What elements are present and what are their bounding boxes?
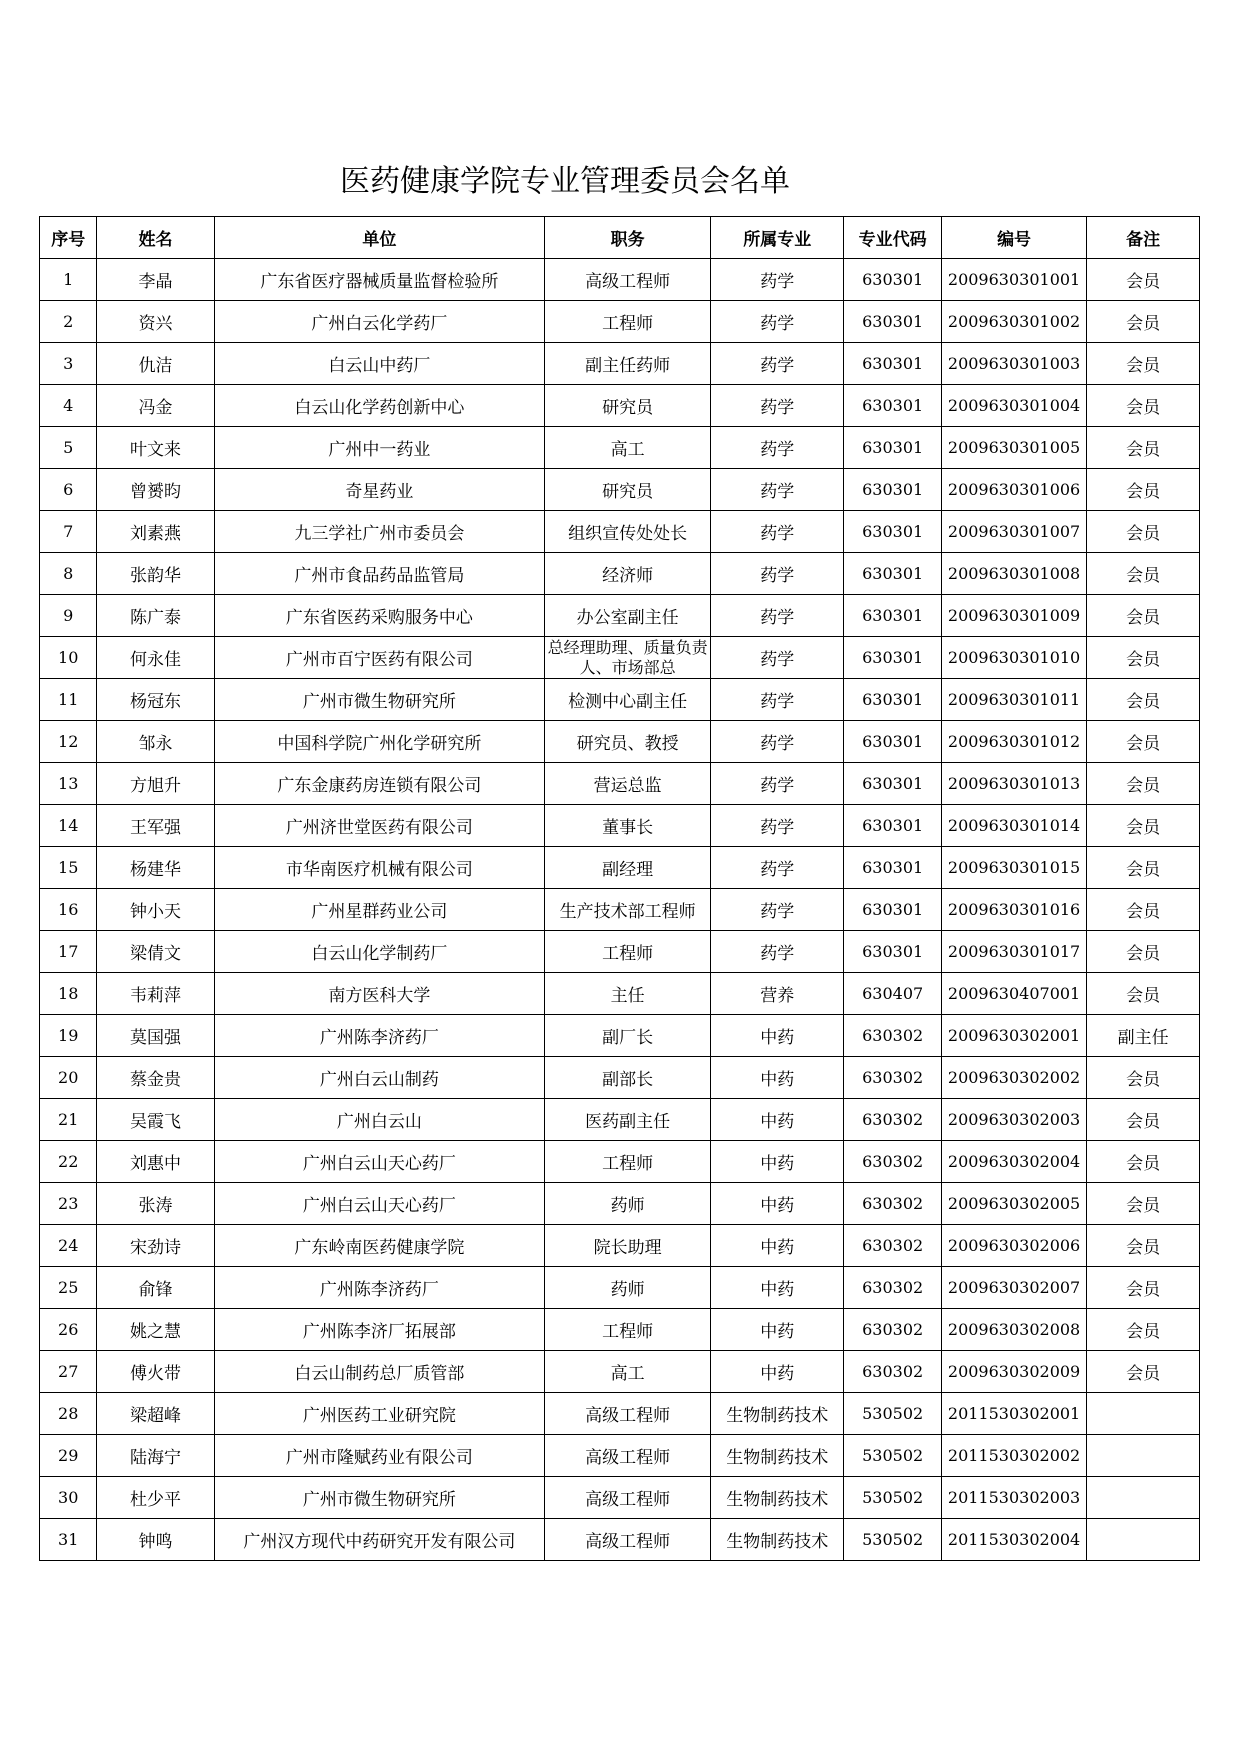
- cell-name: 莫国强: [97, 1015, 214, 1057]
- cell-major: 生物制药技术: [711, 1393, 844, 1435]
- cell-index: 9: [40, 595, 97, 637]
- cell-major: 生物制药技术: [711, 1435, 844, 1477]
- table-row: [40, 595, 1200, 637]
- cell-serial-number: 2009630302009: [941, 1351, 1086, 1393]
- cell-index: 15: [40, 847, 97, 889]
- cell-position: 工程师: [545, 1141, 711, 1183]
- table-row: [40, 1351, 1200, 1393]
- cell-position: 副部长: [545, 1057, 711, 1099]
- table-row: [40, 427, 1200, 469]
- member-table: [39, 216, 1200, 1561]
- cell-major-code: 630301: [844, 427, 942, 469]
- cell-name: 梁超峰: [97, 1393, 214, 1435]
- cell-major: 药学: [711, 931, 844, 973]
- cell-major-code: 630407: [844, 973, 942, 1015]
- cell-position: 生产技术部工程师: [545, 889, 711, 931]
- cell-index: 11: [40, 679, 97, 721]
- header-major-code: 专业代码: [844, 217, 942, 259]
- table-row: [40, 301, 1200, 343]
- table-row: [40, 1225, 1200, 1267]
- table-row: [40, 1393, 1200, 1435]
- table-row: [40, 721, 1200, 763]
- cell-name: 梁倩文: [97, 931, 214, 973]
- cell-index: 25: [40, 1267, 97, 1309]
- cell-serial-number: 2009630302005: [941, 1183, 1086, 1225]
- cell-organization: 白云山中药厂: [214, 343, 545, 385]
- cell-organization: 奇星药业: [214, 469, 545, 511]
- cell-index: 14: [40, 805, 97, 847]
- cell-serial-number: 2009630302006: [941, 1225, 1086, 1267]
- cell-position: 办公室副主任: [545, 595, 711, 637]
- cell-organization: 九三学社广州市委员会: [214, 511, 545, 553]
- cell-index: 26: [40, 1309, 97, 1351]
- cell-name: 吴霞飞: [97, 1099, 214, 1141]
- table-row: [40, 259, 1200, 301]
- cell-index: 29: [40, 1435, 97, 1477]
- cell-position: 高级工程师: [545, 1519, 711, 1561]
- table-row: [40, 973, 1200, 1015]
- table-row: [40, 1309, 1200, 1351]
- cell-serial-number: 2011530302004: [941, 1519, 1086, 1561]
- cell-index: 4: [40, 385, 97, 427]
- cell-position: 药师: [545, 1183, 711, 1225]
- cell-name: 资兴: [97, 301, 214, 343]
- cell-name: 仇洁: [97, 343, 214, 385]
- cell-serial-number: 2009630301016: [941, 889, 1086, 931]
- cell-major: 药学: [711, 595, 844, 637]
- cell-serial-number: 2009630301004: [941, 385, 1086, 427]
- cell-organization: 广州白云化学药厂: [214, 301, 545, 343]
- cell-index: 30: [40, 1477, 97, 1519]
- cell-major: 中药: [711, 1015, 844, 1057]
- cell-serial-number: 2009630302004: [941, 1141, 1086, 1183]
- cell-major-code: 630302: [844, 1183, 942, 1225]
- cell-position: 高级工程师: [545, 1393, 711, 1435]
- cell-major-code: 630302: [844, 1141, 942, 1183]
- cell-remark: 会员: [1087, 343, 1200, 385]
- cell-organization: 广东岭南医药健康学院: [214, 1225, 545, 1267]
- cell-major-code: 630301: [844, 469, 942, 511]
- cell-serial-number: 2011530302003: [941, 1477, 1086, 1519]
- cell-remark: 会员: [1087, 1183, 1200, 1225]
- cell-index: 10: [40, 637, 97, 679]
- cell-position: 副主任药师: [545, 343, 711, 385]
- cell-organization: 广东金康药房连锁有限公司: [214, 763, 545, 805]
- cell-position: 工程师: [545, 931, 711, 973]
- table-row: [40, 679, 1200, 721]
- table-body: [40, 259, 1200, 1561]
- cell-major: 药学: [711, 553, 844, 595]
- cell-remark: 会员: [1087, 637, 1200, 679]
- cell-remark: 会员: [1087, 595, 1200, 637]
- cell-index: 13: [40, 763, 97, 805]
- cell-organization: 广州市微生物研究所: [214, 679, 545, 721]
- cell-remark: [1087, 1435, 1200, 1477]
- cell-major: 药学: [711, 301, 844, 343]
- cell-major: 生物制药技术: [711, 1519, 844, 1561]
- cell-major-code: 630301: [844, 763, 942, 805]
- cell-serial-number: 2009630302008: [941, 1309, 1086, 1351]
- cell-index: 21: [40, 1099, 97, 1141]
- cell-remark: 会员: [1087, 1057, 1200, 1099]
- cell-major-code: 630301: [844, 637, 942, 679]
- cell-major: 营养: [711, 973, 844, 1015]
- cell-remark: 会员: [1087, 301, 1200, 343]
- cell-remark: 会员: [1087, 721, 1200, 763]
- cell-organization: 广州市隆赋药业有限公司: [214, 1435, 545, 1477]
- table-row: [40, 1099, 1200, 1141]
- cell-name: 蔡金贵: [97, 1057, 214, 1099]
- cell-organization: 广州白云山天心药厂: [214, 1141, 545, 1183]
- cell-position: 主任: [545, 973, 711, 1015]
- cell-name: 钟小天: [97, 889, 214, 931]
- cell-organization: 广州市微生物研究所: [214, 1477, 545, 1519]
- cell-organization: 广州中一药业: [214, 427, 545, 469]
- cell-remark: 会员: [1087, 1309, 1200, 1351]
- cell-major: 中药: [711, 1099, 844, 1141]
- cell-major-code: 530502: [844, 1519, 942, 1561]
- table-row: [40, 1435, 1200, 1477]
- cell-organization: 广东省医疗器械质量监督检验所: [214, 259, 545, 301]
- cell-organization: 广州济世堂医药有限公司: [214, 805, 545, 847]
- cell-remark: 会员: [1087, 511, 1200, 553]
- header-serial-number: 编号: [941, 217, 1086, 259]
- cell-name: 张韵华: [97, 553, 214, 595]
- cell-major: 药学: [711, 637, 844, 679]
- header-position: 职务: [545, 217, 711, 259]
- cell-organization: 广州星群药业公司: [214, 889, 545, 931]
- cell-index: 22: [40, 1141, 97, 1183]
- cell-serial-number: 2009630301013: [941, 763, 1086, 805]
- cell-major: 药学: [711, 385, 844, 427]
- cell-name: 曾赟昀: [97, 469, 214, 511]
- cell-major-code: 630302: [844, 1225, 942, 1267]
- cell-major-code: 630301: [844, 931, 942, 973]
- cell-organization: 南方医科大学: [214, 973, 545, 1015]
- cell-major: 药学: [711, 847, 844, 889]
- cell-name: 韦莉萍: [97, 973, 214, 1015]
- cell-name: 杜少平: [97, 1477, 214, 1519]
- cell-major-code: 630301: [844, 805, 942, 847]
- cell-serial-number: 2009630301006: [941, 469, 1086, 511]
- header-organization: 单位: [214, 217, 545, 259]
- cell-remark: 会员: [1087, 1099, 1200, 1141]
- cell-name: 冯金: [97, 385, 214, 427]
- cell-position: 院长助理: [545, 1225, 711, 1267]
- cell-major: 中药: [711, 1141, 844, 1183]
- cell-name: 刘惠中: [97, 1141, 214, 1183]
- cell-position: 董事长: [545, 805, 711, 847]
- cell-index: 24: [40, 1225, 97, 1267]
- cell-organization: 市华南医疗机械有限公司: [214, 847, 545, 889]
- cell-position: 研究员: [545, 385, 711, 427]
- cell-position: 工程师: [545, 301, 711, 343]
- header-major: 所属专业: [711, 217, 844, 259]
- cell-name: 王军强: [97, 805, 214, 847]
- cell-organization: 广东省医药采购服务中心: [214, 595, 545, 637]
- cell-major-code: 630301: [844, 889, 942, 931]
- cell-major-code: 630301: [844, 385, 942, 427]
- cell-remark: 会员: [1087, 889, 1200, 931]
- cell-serial-number: 2011530302001: [941, 1393, 1086, 1435]
- table-row: [40, 1141, 1200, 1183]
- cell-index: 3: [40, 343, 97, 385]
- cell-name: 李晶: [97, 259, 214, 301]
- cell-position: 医药副主任: [545, 1099, 711, 1141]
- cell-index: 2: [40, 301, 97, 343]
- cell-major: 中药: [711, 1183, 844, 1225]
- cell-remark: [1087, 1477, 1200, 1519]
- cell-major: 药学: [711, 763, 844, 805]
- cell-name: 刘素燕: [97, 511, 214, 553]
- cell-organization: 广州白云山天心药厂: [214, 1183, 545, 1225]
- cell-organization: 广州陈李济药厂: [214, 1015, 545, 1057]
- cell-position: 高级工程师: [545, 1477, 711, 1519]
- cell-major-code: 630302: [844, 1099, 942, 1141]
- table-row: [40, 805, 1200, 847]
- cell-serial-number: 2009630301007: [941, 511, 1086, 553]
- cell-major-code: 630301: [844, 511, 942, 553]
- cell-name: 杨建华: [97, 847, 214, 889]
- cell-remark: 会员: [1087, 427, 1200, 469]
- cell-position: 高工: [545, 427, 711, 469]
- cell-position: 高工: [545, 1351, 711, 1393]
- cell-position: 高级工程师: [545, 259, 711, 301]
- cell-position: 经济师: [545, 553, 711, 595]
- cell-major: 中药: [711, 1225, 844, 1267]
- cell-major: 药学: [711, 343, 844, 385]
- cell-position: 研究员、教授: [545, 721, 711, 763]
- cell-index: 17: [40, 931, 97, 973]
- table-row: [40, 1477, 1200, 1519]
- cell-index: 27: [40, 1351, 97, 1393]
- cell-name: 宋劲诗: [97, 1225, 214, 1267]
- header-remark: 备注: [1087, 217, 1200, 259]
- cell-name: 何永佳: [97, 637, 214, 679]
- cell-remark: 会员: [1087, 847, 1200, 889]
- cell-major: 中药: [711, 1057, 844, 1099]
- cell-remark: 会员: [1087, 469, 1200, 511]
- table-row: [40, 1183, 1200, 1225]
- table-row: [40, 637, 1200, 679]
- table-row: [40, 763, 1200, 805]
- cell-position: 组织宣传处处长: [545, 511, 711, 553]
- table-row: [40, 931, 1200, 973]
- cell-organization: 广州白云山: [214, 1099, 545, 1141]
- cell-major: 中药: [711, 1309, 844, 1351]
- table-row: [40, 511, 1200, 553]
- cell-major: 药学: [711, 469, 844, 511]
- cell-serial-number: 2009630301010: [941, 637, 1086, 679]
- cell-major-code: 630302: [844, 1267, 942, 1309]
- cell-serial-number: 2009630302001: [941, 1015, 1086, 1057]
- cell-serial-number: 2009630301014: [941, 805, 1086, 847]
- cell-position: 高级工程师: [545, 1435, 711, 1477]
- cell-name: 陆海宁: [97, 1435, 214, 1477]
- cell-organization: 广州陈李济药厂: [214, 1267, 545, 1309]
- cell-organization: 广州市食品药品监管局: [214, 553, 545, 595]
- table-row: [40, 469, 1200, 511]
- cell-remark: 会员: [1087, 931, 1200, 973]
- cell-major: 中药: [711, 1267, 844, 1309]
- cell-serial-number: 2009630301015: [941, 847, 1086, 889]
- cell-serial-number: 2011530302002: [941, 1435, 1086, 1477]
- cell-name: 傅火带: [97, 1351, 214, 1393]
- cell-major-code: 530502: [844, 1435, 942, 1477]
- cell-position: 药师: [545, 1267, 711, 1309]
- cell-remark: 会员: [1087, 385, 1200, 427]
- cell-index: 31: [40, 1519, 97, 1561]
- cell-serial-number: 2009630302003: [941, 1099, 1086, 1141]
- cell-major-code: 630301: [844, 595, 942, 637]
- cell-serial-number: 2009630302002: [941, 1057, 1086, 1099]
- cell-index: 28: [40, 1393, 97, 1435]
- cell-major-code: 530502: [844, 1477, 942, 1519]
- cell-index: 1: [40, 259, 97, 301]
- cell-index: 16: [40, 889, 97, 931]
- cell-major: 药学: [711, 721, 844, 763]
- cell-index: 23: [40, 1183, 97, 1225]
- cell-major-code: 630301: [844, 553, 942, 595]
- cell-position: 副经理: [545, 847, 711, 889]
- cell-remark: 会员: [1087, 973, 1200, 1015]
- cell-index: 20: [40, 1057, 97, 1099]
- table-row: [40, 343, 1200, 385]
- cell-serial-number: 2009630301005: [941, 427, 1086, 469]
- cell-remark: 会员: [1087, 679, 1200, 721]
- cell-name: 俞锋: [97, 1267, 214, 1309]
- cell-major-code: 630302: [844, 1351, 942, 1393]
- cell-index: 18: [40, 973, 97, 1015]
- cell-remark: 会员: [1087, 1267, 1200, 1309]
- cell-major-code: 630301: [844, 721, 942, 763]
- cell-major-code: 630302: [844, 1057, 942, 1099]
- table-row: [40, 385, 1200, 427]
- cell-index: 8: [40, 553, 97, 595]
- table-row: [40, 1519, 1200, 1561]
- cell-serial-number: 2009630301003: [941, 343, 1086, 385]
- cell-remark: 会员: [1087, 1351, 1200, 1393]
- cell-major: 生物制药技术: [711, 1477, 844, 1519]
- cell-position: 研究员: [545, 469, 711, 511]
- cell-major-code: 630301: [844, 259, 942, 301]
- cell-serial-number: 2009630301002: [941, 301, 1086, 343]
- cell-major-code: 630301: [844, 679, 942, 721]
- cell-remark: 副主任: [1087, 1015, 1200, 1057]
- cell-organization: 白云山制药总厂质管部: [214, 1351, 545, 1393]
- cell-major-code: 630302: [844, 1015, 942, 1057]
- cell-position: 副厂长: [545, 1015, 711, 1057]
- cell-organization: 白云山化学制药厂: [214, 931, 545, 973]
- cell-major-code: 630301: [844, 847, 942, 889]
- cell-major-code: 630301: [844, 301, 942, 343]
- cell-serial-number: 2009630301001: [941, 259, 1086, 301]
- cell-position: 总经理助理、质量负责人、市场部总: [545, 637, 711, 679]
- cell-major: 药学: [711, 679, 844, 721]
- table-row: [40, 847, 1200, 889]
- table-row: [40, 1057, 1200, 1099]
- cell-name: 叶文来: [97, 427, 214, 469]
- cell-remark: 会员: [1087, 805, 1200, 847]
- cell-major: 药学: [711, 889, 844, 931]
- cell-remark: [1087, 1519, 1200, 1561]
- cell-organization: 广州医药工业研究院: [214, 1393, 545, 1435]
- cell-organization: 广州白云山制药: [214, 1057, 545, 1099]
- cell-name: 方旭升: [97, 763, 214, 805]
- cell-remark: 会员: [1087, 1225, 1200, 1267]
- cell-name: 姚之慧: [97, 1309, 214, 1351]
- cell-index: 7: [40, 511, 97, 553]
- cell-name: 邹永: [97, 721, 214, 763]
- cell-serial-number: 2009630301012: [941, 721, 1086, 763]
- cell-index: 6: [40, 469, 97, 511]
- cell-organization: 广州市百宁医药有限公司: [214, 637, 545, 679]
- cell-serial-number: 2009630407001: [941, 973, 1086, 1015]
- cell-serial-number: 2009630301008: [941, 553, 1086, 595]
- cell-organization: 中国科学院广州化学研究所: [214, 721, 545, 763]
- table-header-row: [40, 217, 1200, 259]
- cell-index: 5: [40, 427, 97, 469]
- cell-major: 中药: [711, 1351, 844, 1393]
- cell-major: 药学: [711, 259, 844, 301]
- cell-major-code: 530502: [844, 1393, 942, 1435]
- cell-serial-number: 2009630301009: [941, 595, 1086, 637]
- page-title: 医药健康学院专业管理委员会名单: [340, 164, 790, 199]
- cell-position: 检测中心副主任: [545, 679, 711, 721]
- cell-name: 钟鸣: [97, 1519, 214, 1561]
- cell-name: 张涛: [97, 1183, 214, 1225]
- cell-serial-number: 2009630301017: [941, 931, 1086, 973]
- cell-remark: 会员: [1087, 763, 1200, 805]
- table-row: [40, 553, 1200, 595]
- cell-remark: 会员: [1087, 259, 1200, 301]
- cell-organization: 广州陈李济厂拓展部: [214, 1309, 545, 1351]
- cell-major-code: 630301: [844, 343, 942, 385]
- cell-major: 药学: [711, 511, 844, 553]
- table-row: [40, 1267, 1200, 1309]
- cell-serial-number: 2009630301011: [941, 679, 1086, 721]
- cell-organization: 广州汉方现代中药研究开发有限公司: [214, 1519, 545, 1561]
- cell-index: 12: [40, 721, 97, 763]
- header-index: 序号: [40, 217, 97, 259]
- cell-index: 19: [40, 1015, 97, 1057]
- cell-remark: [1087, 1393, 1200, 1435]
- cell-position: 工程师: [545, 1309, 711, 1351]
- cell-major: 药学: [711, 805, 844, 847]
- cell-name: 陈广泰: [97, 595, 214, 637]
- table-row: [40, 889, 1200, 931]
- cell-remark: 会员: [1087, 1141, 1200, 1183]
- cell-position: 营运总监: [545, 763, 711, 805]
- cell-remark: 会员: [1087, 553, 1200, 595]
- cell-organization: 白云山化学药创新中心: [214, 385, 545, 427]
- table-row: [40, 1015, 1200, 1057]
- cell-major: 药学: [711, 427, 844, 469]
- cell-serial-number: 2009630302007: [941, 1267, 1086, 1309]
- cell-major-code: 630302: [844, 1309, 942, 1351]
- cell-name: 杨冠东: [97, 679, 214, 721]
- header-name: 姓名: [97, 217, 214, 259]
